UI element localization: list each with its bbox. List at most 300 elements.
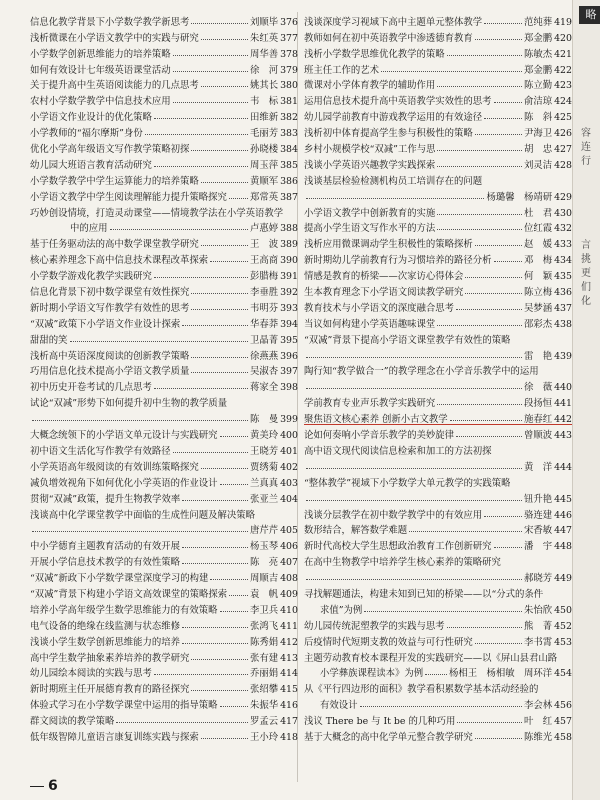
entry-author: 毛丽芳 xyxy=(249,128,279,140)
entry-title: 浅析小学数学思维优化教学的策略 xyxy=(304,48,445,60)
toc-entry xyxy=(304,377,572,393)
entry-title: 体验式学习在小学数学课堂中运用的指导策略 xyxy=(30,700,218,712)
entry-title: 微课对小学体育教学的辅助作用 xyxy=(304,80,436,92)
strip-char: 行 xyxy=(581,156,591,167)
entry-page: 449 xyxy=(554,573,572,585)
entry-page: 405 xyxy=(280,525,298,537)
entry-title: “整体教学”视域下小学数学大单元教学的实践策略 xyxy=(304,477,511,489)
dot-leader xyxy=(494,261,522,262)
dot-leader xyxy=(201,245,248,246)
dot-leader xyxy=(457,722,522,723)
dot-leader xyxy=(110,229,248,230)
entry-author: 朱红英 xyxy=(249,32,279,44)
toc-entry xyxy=(30,139,298,155)
entry-author: 乔丽娟 xyxy=(249,668,279,680)
dot-leader xyxy=(306,388,522,389)
entry-page: 415 xyxy=(280,684,298,696)
entry-page: 390 xyxy=(280,255,298,267)
entry-title: 后疫情时代短期支教的效益与可行性研究 xyxy=(304,636,473,648)
entry-title: 小学语文教学中学生阅读理解能力提升策略探究 xyxy=(30,191,227,203)
toc-entry xyxy=(30,266,298,282)
entry-page: 389 xyxy=(280,239,298,251)
dot-leader xyxy=(191,357,248,358)
entry-author: 张亚兰 xyxy=(249,493,279,505)
entry-page: 424 xyxy=(554,96,572,108)
dot-leader xyxy=(475,245,522,246)
toc-entry xyxy=(30,664,298,680)
toc-entry xyxy=(30,536,298,552)
toc-entry xyxy=(304,266,572,282)
entry-title: 提高小学生语文写作水平的方法 xyxy=(304,223,436,235)
dot-leader xyxy=(306,198,484,199)
entry-page: 426 xyxy=(554,128,572,140)
toc-entry xyxy=(304,393,572,409)
entry-page: 446 xyxy=(554,509,572,521)
toc-entry xyxy=(30,695,298,711)
entry-author: 邵彩杰 xyxy=(523,318,553,330)
entry-page: 411 xyxy=(280,620,298,632)
dot-leader xyxy=(437,166,522,167)
dot-leader xyxy=(182,325,248,326)
toc-entry xyxy=(30,711,298,727)
toc-entry xyxy=(30,521,298,537)
entry-title: 群文阅读的教学策略 xyxy=(30,716,115,728)
dot-leader xyxy=(191,150,248,151)
toc-entry xyxy=(30,234,298,250)
toc-entry xyxy=(30,203,298,219)
entry-page: 409 xyxy=(280,588,298,600)
entry-page: 394 xyxy=(280,318,298,330)
entry-author: 周顺吉 xyxy=(249,573,279,585)
dot-leader xyxy=(173,55,248,56)
entry-title: 班主任工作的艺术 xyxy=(304,64,380,76)
dot-leader xyxy=(173,102,248,103)
toc-entry xyxy=(304,695,572,711)
dot-leader xyxy=(182,500,248,501)
entry-page: 383 xyxy=(280,128,298,140)
entry-title: 乡村小规模学校“双减”工作与思 xyxy=(304,144,436,156)
entry-page: 422 xyxy=(554,64,572,76)
entry-author: 郑金鹏 xyxy=(523,32,553,44)
dot-leader xyxy=(32,420,248,421)
entry-title: 浅谈深度学习视域下高中主题单元整体教学 xyxy=(304,16,483,28)
entry-title: 小学彝族课程读本》为例 xyxy=(320,668,424,680)
strip-char: 连 xyxy=(581,142,591,153)
entry-title: 中的应用 xyxy=(70,223,108,235)
dot-leader xyxy=(154,388,248,389)
entry-author: 张有建 xyxy=(249,652,279,664)
entry-author: 徐 薇 xyxy=(523,382,553,394)
entry-author: 潘 宇 xyxy=(523,541,553,553)
entry-author: 陈 亮 xyxy=(249,557,279,569)
entry-page: 440 xyxy=(554,382,572,394)
entry-author: 俞洁琼 xyxy=(523,96,553,108)
entry-author: 田维新 xyxy=(249,112,279,124)
entry-page: 420 xyxy=(554,32,572,44)
dot-leader xyxy=(437,86,522,87)
entry-author: 周华善 xyxy=(249,48,279,60)
entry-page: 379 xyxy=(280,64,298,76)
dot-leader xyxy=(465,293,522,294)
entry-title: 浅谈分层教学在初中数学教学中的有效应用 xyxy=(304,509,483,521)
dot-leader xyxy=(173,452,248,453)
toc-entry xyxy=(30,155,298,171)
entry-title: 浅谈基层检验检测机构员工培训存在的问题 xyxy=(304,175,483,187)
entry-page: 418 xyxy=(280,731,298,743)
toc-entry xyxy=(304,521,572,537)
strip-char: 言 xyxy=(581,240,591,251)
entry-page: 453 xyxy=(554,636,572,648)
entry-page: 404 xyxy=(280,493,298,505)
entry-author: 宋香敏 xyxy=(523,525,553,537)
entry-page: 417 xyxy=(280,716,298,728)
dot-leader xyxy=(450,420,522,421)
entry-page: 399 xyxy=(280,414,298,426)
entry-author: 范纯葬 xyxy=(523,16,553,28)
entry-title: 当议如何构建小学英语趣味课堂 xyxy=(304,318,436,330)
entry-page: 401 xyxy=(280,445,298,457)
entry-title: 培养小学高年级学生数学思维能力的有效策略 xyxy=(30,604,218,616)
toc-entry xyxy=(304,711,572,727)
entry-author: 杨相王 杨相敏 周环洋 xyxy=(448,668,553,680)
entry-title: 信息化教学背景下小学数学教学新思考 xyxy=(30,16,190,28)
entry-page: 398 xyxy=(280,382,298,394)
toc-entry xyxy=(30,60,298,76)
dot-leader xyxy=(494,547,522,548)
toc-entry xyxy=(30,489,298,505)
entry-title: 论如何奏响小学音乐教学的美妙旋律 xyxy=(304,430,455,442)
entry-page: 444 xyxy=(554,461,572,473)
entry-author: 韦明芬 xyxy=(249,302,279,314)
dot-leader xyxy=(191,372,248,373)
toc-entry xyxy=(30,457,298,473)
entry-title: “双减”政策下小学语文作业设计探索 xyxy=(30,318,181,330)
entry-page: 408 xyxy=(280,573,298,585)
entry-author: 骆连建 xyxy=(523,509,553,521)
dot-leader xyxy=(364,611,522,612)
entry-title: 贯彻“双减”政策，提升生物教学效率 xyxy=(30,493,181,505)
entry-page: 397 xyxy=(280,366,298,378)
entry-title: 教育技术与小学语文的深度融合思考 xyxy=(304,302,455,314)
entry-author: 袁 帆 xyxy=(249,588,279,600)
entry-title: 生本教育理念下小学语文阅读教学研究 xyxy=(304,287,464,299)
dot-leader xyxy=(475,134,522,135)
dot-leader xyxy=(154,118,248,119)
toc-entry xyxy=(30,679,298,695)
toc-entry xyxy=(304,664,572,680)
toc-entry xyxy=(304,187,572,203)
toc-entry xyxy=(30,648,298,664)
entry-author: 胡 忠 xyxy=(523,144,553,156)
dot-leader xyxy=(210,579,248,580)
entry-title: 甜甜的笑 xyxy=(30,334,68,346)
toc-entry xyxy=(30,568,298,584)
entry-page: 406 xyxy=(280,541,298,553)
entry-page: 428 xyxy=(554,159,572,171)
entry-author: 陈秀娟 xyxy=(249,636,279,648)
entry-page: 435 xyxy=(554,271,572,283)
entry-title: 小学数学教学中学生运算能力的培养策略 xyxy=(30,175,199,187)
entry-page: 448 xyxy=(554,541,572,553)
entry-title: 优化小学高年级语文写作教学策略初探 xyxy=(30,144,190,156)
dot-leader xyxy=(484,516,522,517)
entry-page: 376 xyxy=(280,16,298,28)
entry-author: 王高商 xyxy=(249,255,279,267)
toc-entry xyxy=(30,44,298,60)
toc-entry xyxy=(304,44,572,60)
dot-leader xyxy=(182,547,248,548)
dot-leader xyxy=(306,500,522,501)
toc-entry xyxy=(304,584,572,600)
entry-title: 幼儿园绘本阅读的实践与思考 xyxy=(30,668,152,680)
entry-title: 基于任务驱动法的高中数学课堂教学研究 xyxy=(30,239,199,251)
entry-author: 姚其长 xyxy=(249,80,279,92)
toc-entry xyxy=(30,298,298,314)
toc-entry xyxy=(304,123,572,139)
entry-author: 曾顺波 xyxy=(523,430,553,442)
entry-page: 382 xyxy=(280,112,298,124)
page-number: 6 xyxy=(48,778,58,794)
toc-entry xyxy=(304,616,572,632)
entry-author: 周玉萍 xyxy=(249,159,279,171)
entry-author: 陈敏杰 xyxy=(523,48,553,60)
entry-page: 380 xyxy=(280,80,298,92)
dot-leader xyxy=(191,659,248,660)
entry-author: 陈立梅 xyxy=(523,287,553,299)
entry-title: 浅议 There be 与 It be 的几种巧用 xyxy=(304,716,456,728)
entry-author: 李会林 xyxy=(523,700,553,712)
dot-leader xyxy=(484,23,522,24)
entry-page: 395 xyxy=(280,334,298,346)
toc-entry xyxy=(304,568,572,584)
toc-entry xyxy=(30,377,298,393)
entry-title: 信息化背景下初中数学课堂有效性探究 xyxy=(30,287,190,299)
entry-author: 何 颖 xyxy=(523,271,553,283)
dot-leader xyxy=(191,23,248,24)
entry-title: 新时期幼儿学前教育行为习惯培养的路径分析 xyxy=(304,255,492,267)
dot-leader xyxy=(70,341,248,342)
entry-page: 447 xyxy=(554,525,572,537)
dot-leader xyxy=(494,102,522,103)
toc-entry xyxy=(30,282,298,298)
strip-char: 化 xyxy=(581,296,591,307)
entry-author: 郑常英 xyxy=(249,191,279,203)
entry-title: 浅谈小学英语兴趣教学实践探索 xyxy=(304,159,436,171)
toc-entry xyxy=(30,250,298,266)
entry-author: 段扬恒 xyxy=(523,398,553,410)
toc-entry xyxy=(304,409,572,425)
entry-author: 唐芹芹 xyxy=(249,525,279,537)
dot-leader xyxy=(191,690,248,691)
entry-page: 396 xyxy=(280,350,298,362)
entry-page: 454 xyxy=(554,668,572,680)
toc-entry xyxy=(30,76,298,92)
toc-entry xyxy=(304,648,572,664)
entry-author: 李书霄 xyxy=(523,636,553,648)
dot-leader xyxy=(447,627,522,628)
toc-entry xyxy=(304,234,572,250)
entry-author: 朱振华 xyxy=(249,700,279,712)
entry-title: 聚焦语文核心素养 创新小古文教学 xyxy=(304,414,448,426)
entry-page: 407 xyxy=(280,557,298,569)
entry-page: 377 xyxy=(280,32,298,44)
entry-page: 391 xyxy=(280,271,298,283)
entry-page: 388 xyxy=(280,223,298,235)
entry-author: 黄顺军 xyxy=(249,175,279,187)
entry-page: 416 xyxy=(280,700,298,712)
entry-page: 458 xyxy=(554,731,572,743)
entry-author: 徐 河 xyxy=(249,64,279,76)
toc-entry xyxy=(30,171,298,187)
entry-page: 403 xyxy=(280,477,298,489)
entry-author: 钮升艳 xyxy=(523,493,553,505)
entry-title: 电气设备的绝缘在线监测与状态维修 xyxy=(30,620,181,632)
toc-entry xyxy=(304,536,572,552)
entry-title: 情感是教育的桥梁——次家访心得体会 xyxy=(304,271,464,283)
entry-page: 443 xyxy=(554,430,572,442)
toc-entry xyxy=(304,171,572,187)
entry-author: 徐燕燕 xyxy=(249,350,279,362)
dot-leader xyxy=(475,643,522,644)
entry-author: 华春莽 xyxy=(249,318,279,330)
entry-title: 新时代高校大学生思想政治教育工作创新研究 xyxy=(304,541,492,553)
toc-entry xyxy=(304,28,572,44)
entry-title: 巧妙创设情境，打造灵动课堂——情境教学法在小学英语教学 xyxy=(30,207,284,219)
entry-page: 381 xyxy=(280,96,298,108)
entry-page: 437 xyxy=(554,302,572,314)
entry-title: 农村小学数学教学中信息技术应用 xyxy=(30,96,171,108)
entry-author: 刘灵洁 xyxy=(523,159,553,171)
toc-entry xyxy=(30,187,298,203)
dot-leader xyxy=(437,325,522,326)
entry-page: 392 xyxy=(280,287,298,299)
entry-author: 赵 媛 xyxy=(523,239,553,251)
entry-title: 从《平行四边形的面积》教学看积累数学基本活动经验的 xyxy=(304,684,539,696)
dot-leader xyxy=(154,277,248,278)
entry-title: 小学语文教学中创新教育的实施 xyxy=(304,207,436,219)
footer-dash xyxy=(30,786,44,787)
toc-entry xyxy=(304,441,572,457)
entry-title: 中小学德育主题教育活动的有效开展 xyxy=(30,541,181,553)
entry-title: “双减”背景下提高小学语文课堂教学有效性的策略 xyxy=(304,334,511,346)
entry-author: 杨玉琴 xyxy=(249,541,279,553)
entry-author: 陈维光 xyxy=(523,731,553,743)
entry-title: 新时期小学语文写作教学有效性的思考 xyxy=(30,302,190,314)
dot-leader xyxy=(437,229,522,230)
toc-right-column xyxy=(304,12,572,743)
dot-leader xyxy=(456,309,522,310)
toc-entry xyxy=(30,441,298,457)
entry-author: 邓 梅 xyxy=(523,255,553,267)
toc-entry xyxy=(30,219,298,235)
entry-title: 教师如何在初中英语教学中渗透德育教育 xyxy=(304,32,473,44)
entry-page: 450 xyxy=(554,604,572,616)
entry-page: 378 xyxy=(280,48,298,60)
dot-leader xyxy=(154,166,248,167)
toc-entry xyxy=(304,155,572,171)
toc-entry xyxy=(30,28,298,44)
entry-title: 减负增效视角下如何优化小学英语的作业设计 xyxy=(30,477,218,489)
dot-leader xyxy=(220,436,248,437)
toc-entry xyxy=(304,346,572,362)
entry-title: 低年级智障儿童语言康复训练实践与探索 xyxy=(30,731,199,743)
entry-author: 杨璐馨 杨靖研 xyxy=(486,191,553,203)
entry-title: 主题劳动教育校本课程开发的实践研究——以《屏山县君山路 xyxy=(304,652,558,664)
entry-author: 兰真真 xyxy=(249,477,279,489)
entry-author: 位红霞 xyxy=(523,223,553,235)
dot-leader xyxy=(201,39,248,40)
entry-page: 434 xyxy=(554,255,572,267)
toc-entry xyxy=(304,505,572,521)
entry-page: 438 xyxy=(554,318,572,330)
entry-author: 卢惠婷 xyxy=(249,223,279,235)
entry-author: 卫晶菁 xyxy=(249,334,279,346)
entry-title: 高中学生数学抽象素养培养的教学研究 xyxy=(30,652,190,664)
toc-entry xyxy=(30,632,298,648)
dot-leader xyxy=(191,293,248,294)
dot-leader xyxy=(201,468,248,469)
entry-title: 求值”为例 xyxy=(320,604,363,616)
toc-entry xyxy=(30,600,298,616)
entry-author: 贾绣菊 xyxy=(249,461,279,473)
entry-page: 402 xyxy=(280,461,298,473)
entry-author: 王晓芳 xyxy=(249,445,279,457)
entry-title: 初中历史开卷考试的几点思考 xyxy=(30,382,152,394)
dot-leader xyxy=(437,404,522,405)
toc-entry xyxy=(304,457,572,473)
toc-entry xyxy=(304,219,572,235)
dot-leader xyxy=(456,436,522,437)
toc-entry xyxy=(304,60,572,76)
entry-page: 384 xyxy=(280,144,298,156)
entry-title: 陶行知“教学做合一”的教学理念在小学音乐教学中的运用 xyxy=(304,366,539,378)
entry-title: 浅谈高中化学课堂教学中面临的生成性问题及解决策略 xyxy=(30,509,256,521)
entry-page: 387 xyxy=(280,191,298,203)
entry-author: 彭腊梅 xyxy=(249,271,279,283)
entry-author: 陈 斜 xyxy=(523,112,553,124)
toc-entry xyxy=(304,330,572,346)
entry-title: 浅析高中英语深度阅读的创新教学策略 xyxy=(30,350,190,362)
toc-entry xyxy=(304,679,572,695)
toc-entry xyxy=(30,107,298,123)
entry-title: 幼儿园学前教育中游戏教学运用的有效途径 xyxy=(304,112,483,124)
entry-author: 孙晓楼 xyxy=(249,144,279,156)
dot-leader xyxy=(437,150,521,151)
entry-title: 浅析微课在小学语文教学中的实践与研究 xyxy=(30,32,199,44)
entry-author: 刘顺毕 xyxy=(249,16,279,28)
toc-entry xyxy=(304,250,572,266)
entry-title: 小学语文作业设计的优化策略 xyxy=(30,112,152,124)
dot-leader xyxy=(191,309,248,310)
strip-char: 挑 xyxy=(581,254,591,265)
dot-leader xyxy=(484,118,522,119)
entry-author: 张绍攀 xyxy=(249,684,279,696)
dot-leader xyxy=(437,214,522,215)
entry-title: 小学数学创新思维能力的培养策略 xyxy=(30,48,171,60)
toc-entry xyxy=(30,91,298,107)
dot-leader xyxy=(220,611,248,612)
entry-title: 如何有效设计七年级英语课堂活动 xyxy=(30,64,171,76)
toc-entry xyxy=(304,425,572,441)
toc-entry xyxy=(304,282,572,298)
entry-author: 施春红 xyxy=(523,414,553,426)
entry-page: 393 xyxy=(280,302,298,314)
dot-leader xyxy=(201,738,248,739)
entry-page: 429 xyxy=(554,191,572,203)
entry-author: 吴梦涵 xyxy=(523,302,553,314)
dot-leader xyxy=(465,277,522,278)
entry-title: 新时期班主任开展德育教育的路径探究 xyxy=(30,684,190,696)
